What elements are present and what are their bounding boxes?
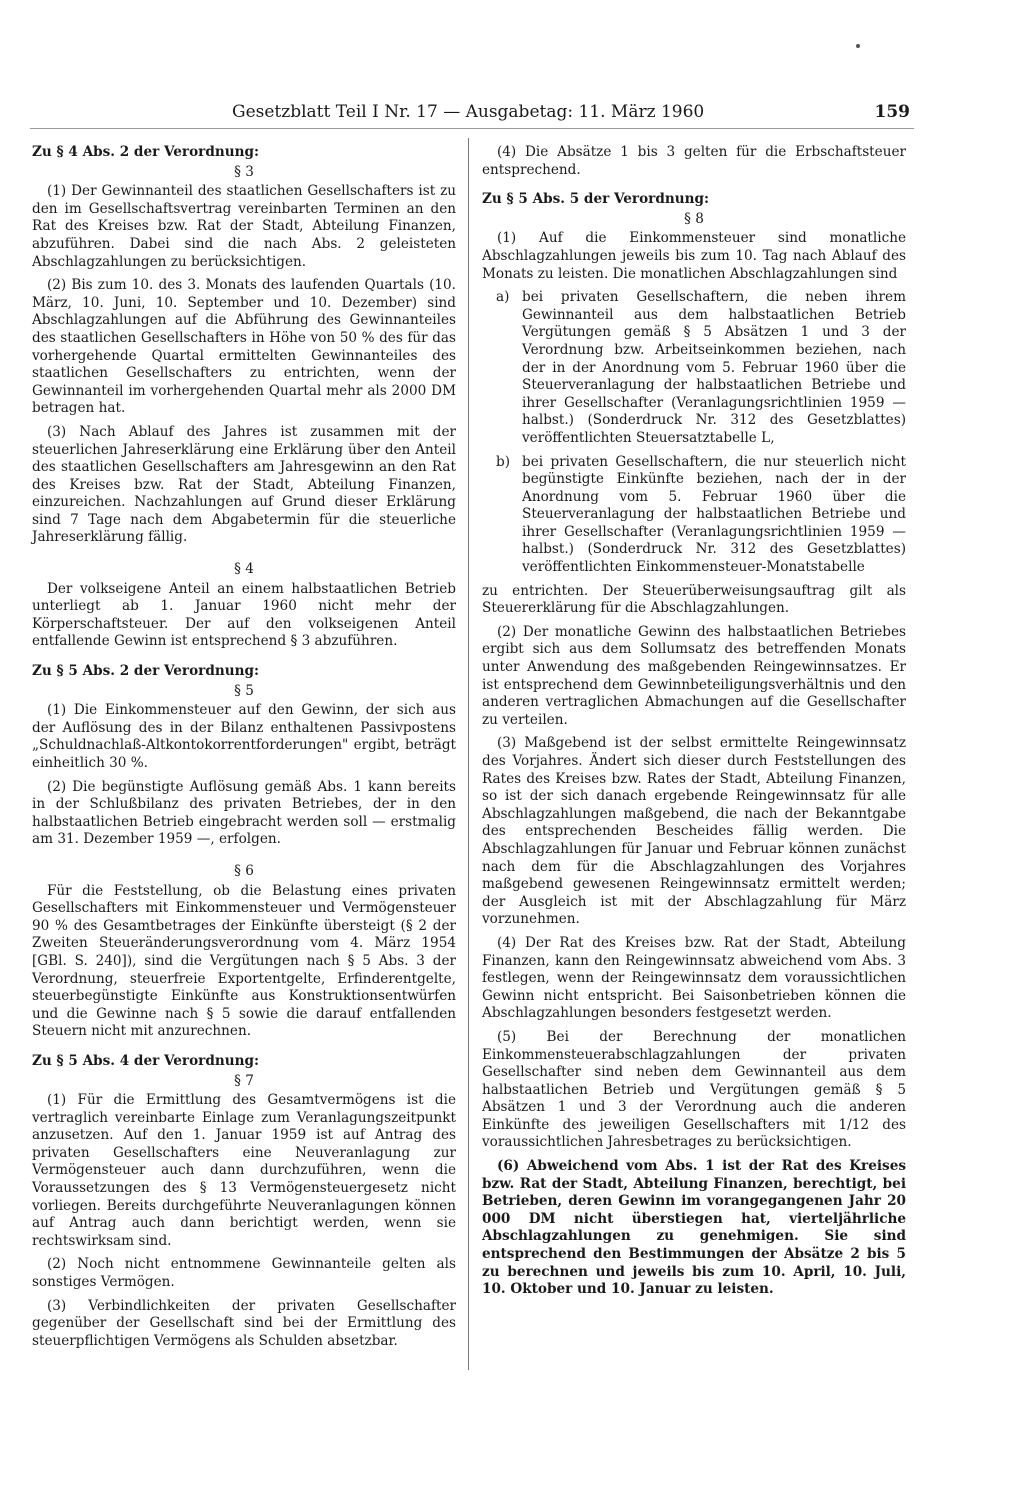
paragraph-number: § 6 xyxy=(234,862,254,879)
print-speck xyxy=(856,44,860,48)
page-number: 159 xyxy=(874,102,910,122)
list-item-text: bei privaten Gesellschaftern, die neben ihrem Gewinnanteil aus dem halbstaatlichen Betrieb Vergütungen gemäß § 5 Absätzen 1 und 3 der Verordnung bzw. Arbeitseinkommen beziehen, nach der in der Anordnung vom 5. Februar 1960 über die Steuerveranlagung der halbstaatlichen Betriebe und ihrer Gesellschafter (Veranlagungsrichtlinien 1959 — halbst.) (Sonderdruck Nr. 312 des Gesetzblattes) veröffentlichten Steuersatztabelle L, xyxy=(522,289,906,446)
header-rule xyxy=(30,128,914,129)
paragraph: (6) Abweichend vom Abs. 1 ist der Rat des Kreises bzw. Rat der Stadt, Abteilung Finanzen, berechtigt, bei Betrieben, deren Gewinn im vorangegangenen Jahr 20 000 DM nicht überstiegen hat, vierteljährliche Abschlagzahlungen zu genehmigen. Sie sind entsprechend den Bestimmungen der Absätze 2 bis 5 zu berechnen und jeweils bis zum 10. April, 10. Juli, 10. Oktober und 10. Januar zu leisten. xyxy=(482,1158,906,1298)
paragraph: (2) Noch nicht entnommene Gewinnanteile gelten als sonstiges Vermögen. xyxy=(32,1256,456,1291)
list-item-text: bei privaten Gesellschaftern, die nur steuerlich nicht begünstigte Einkünfte beziehen, nach der in der Anordnung vom 5. Februar 1960 über die Steuerveranlagung der halbstaatlichen Betriebe und ihrer Gesellschafter (Veranlagungsrichtlinien 1959 — halbst.) (Sonderdruck Nr. 312 des Gesetzblattes) veröffentlichten Einkommensteuer-Monatstabelle xyxy=(522,453,906,576)
list-item xyxy=(482,454,906,577)
paragraph: (1) Die Einkommensteuer auf den Gewinn, der sich aus der Auflösung des in der Bilanz enthaltenen Passivpostens „Schuldnachlaß-Altkontokorrentforderungen" ergibt, beträgt einheitlich 30 %. xyxy=(32,702,456,771)
paragraph: (1) Für die Ermittlung des Gesamtvermögens ist die vertraglich vereinbarte Einlage zum Veranlagungszeitpunkt anzusetzen. Auf den 1. Januar 1959 ist auf Antrag des privaten Gesellschafters eine Neuveranlagung zur Vermögensteuer auch dann durchzuführen, wenn die Voraussetzungen des § 13 Vermögensteuergesetz nicht vorliegen. Bereits durchgeführte Neuveranlagungen können auf Antrag auch dann berichtigt werden, wenn sie rechtswirksam sind. xyxy=(32,1092,456,1249)
list-item xyxy=(482,289,906,447)
paragraph: (2) Die begünstigte Auflösung gemäß Abs. 1 kann bereits in der Schlußbilanz des privaten Betriebes, der in den halbstaatlichen Betrieb eingebracht werden soll — erstmalig am 31. Dezember 1959 —, erfolgen. xyxy=(32,778,456,848)
paragraph: (5) Bei der Berechnung der monatlichen Einkommensteuerabschlagzahlungen der privaten Gesellschafter sind neben dem Gewinnanteil aus dem halbstaatlichen Betrieb und Vergütungen gemäß § 5 Absätzen 1 und 3 der Verordnung auch die anderen Einkünfte des jeweiligen Gesellschafters mit 1/12 des voraussichtlichen Jahresbetrages zu berücksichtigen. xyxy=(482,1028,906,1151)
paragraph: (3) Nach Ablauf des Jahres ist zusammen mit der steuerlichen Jahreserklärung eine Erklärung über den Anteil des staatlichen Gesellschafters am Jahresgewinn an den Rat des Kreises bzw. Rat der Stadt, Abteilung Finanzen, einzureichen. Nachzahlungen auf Grund dieser Erklärung sind 7 Tage nach dem Abgabetermin für die steuerliche Jahreserklärung fällig. xyxy=(32,423,456,546)
paragraph-number: § 4 xyxy=(234,561,254,578)
paragraph: Der volkseigene Anteil an einem halbstaatlichen Betrieb unterliegt ab 1. Januar 1960 nicht mehr der Körperschaftsteuer. Der auf den volkseigenen Anteil entfallende Gewinn ist entsprechend § 3 abzuführen. xyxy=(32,580,456,650)
list-marker: a) xyxy=(496,289,510,306)
paragraph-number: § 8 xyxy=(684,210,704,227)
header-title: Gesetzblatt Teil I Nr. 17 — Ausgabetag: 11. März 1960 xyxy=(232,102,705,122)
paragraph: (3) Maßgebend ist der selbst ermittelte Reingewinnsatz des Vorjahres. Ändert sich dieser durch Feststellungen des Rates des Kreises bzw. Rates der Stadt, Abteilung Finanzen, so ist der sich danach ergebende Reingewinnsatz für alle Abschlagzahlungen maßgebend, die nach der Bekanntgabe des entsprechenden Bescheides fällig werden. Die Abschlagzahlungen für Januar und Februar können zunächst nach dem für die Abschlagzahlungen des Vorjahres maßgebend gewesenen Reingewinnsatz ermittelt werden; der Ausgleich ist mit der Abschlagzahlung für März vorzunehmen. xyxy=(482,735,906,928)
paragraph: (1) Der Gewinnanteil des staatlichen Gesellschafters ist zu den im Gesellschaftsvertrag vereinbarten Terminen an den Rat des Kreises bzw. Rat der Stadt, Abteilung Finanzen, abzuführen. Dabei sind die nach Abs. 2 geleisteten Abschlagzahlungen zu berücksichtigen. xyxy=(32,183,456,270)
section-heading: Zu § 4 Abs. 2 der Verordnung: xyxy=(32,144,259,160)
page-header xyxy=(232,100,910,124)
section-heading: Zu § 5 Abs. 4 der Verordnung: xyxy=(32,1052,259,1069)
right-column xyxy=(482,144,906,1305)
paragraph: (2) Bis zum 10. des 3. Monats des laufenden Quartals (10. März, 10. Juni, 10. September und 10. Dezember) sind Abschlagzahlungen auf die Abführung des Gewinnanteiles des staatlichen Gesellschafters in Höhe von 50 % des für das vorhergehende Quartal ermittelten Gewinnanteiles des staatlichen Gesellschafters zu entrichten, wenn der Gewinnanteil im vorhergehenden Quartal mehr als 2000 DM betragen hat. xyxy=(32,277,456,417)
paragraph-number: § 5 xyxy=(234,682,254,699)
paragraph: (3) Verbindlichkeiten der privaten Gesellschafter gegenüber der Gesellschaft sind bei der Ermittlung des steuerpflichtigen Vermögens als Schulden absetzbar. xyxy=(32,1297,456,1349)
paragraph: zu entrichten. Der Steuerüberweisungsauftrag gilt als Steuererklärung für die Abschlagzahlungen. xyxy=(482,582,906,617)
column-divider xyxy=(468,138,469,1370)
paragraph: (2) Der monatliche Gewinn des halbstaatlichen Betriebes ergibt sich aus dem Sollumsatz des betreffenden Monats unter Anwendung des maßgebenden Reingewinnsatzes. Er ist entsprechend dem Gewinnbeteiligungsverhältnis und den anderen vertraglichen Abmachungen auf die Gesellschafter zu verteilen. xyxy=(482,623,906,728)
section-heading: Zu § 5 Abs. 5 der Verordnung: xyxy=(482,191,709,208)
section-heading: Zu § 5 Abs. 2 der Verordnung: xyxy=(32,663,259,680)
paragraph: (4) Der Rat des Kreises bzw. Rat der Stadt, Abteilung Finanzen, kann den Reingewinnsatz abweichend vom Abs. 3 festlegen, wenn der Reingewinnsatz dem voraussichtlichen Gewinn nicht entspricht. Bei Saisonbetrieben können die Abschlagzahlungen besonders festgesetzt werden. xyxy=(482,934,906,1022)
paragraph-number: § 7 xyxy=(234,1072,254,1089)
paragraph: (1) Auf die Einkommensteuer sind monatliche Abschlagzahlungen jeweils bis zum 10. Tag nach Ablauf des Monats zu leisten. Die monatlichen Abschlagzahlungen sind xyxy=(482,230,906,282)
paragraph: Für die Feststellung, ob die Belastung eines privaten Gesellschafters mit Einkommensteuer und Vermögensteuer 90 % des Gesamtbetrages der Einkünfte übersteigt (§ 2 der Zweiten Steueränderungsverordnung vom 4. März 1954 [GBl. S. 240]), sind die Vergütungen nach § 5 Abs. 3 der Verordnung, steuerfreie Exportentgelte, Erfinderentgelte, steuerbegünstigte Einkünfte aus Konstruktionsentwürfen und die Gewinne nach § 5 sowie die darauf entfallenden Steuern nicht mit anzurechnen. xyxy=(32,882,456,1040)
paragraph-number: § 3 xyxy=(234,163,254,180)
paragraph: (4) Die Absätze 1 bis 3 gelten für die Erbschaftsteuer entsprechend. xyxy=(482,144,906,178)
left-column xyxy=(32,144,456,1356)
list-marker: b) xyxy=(496,453,511,470)
